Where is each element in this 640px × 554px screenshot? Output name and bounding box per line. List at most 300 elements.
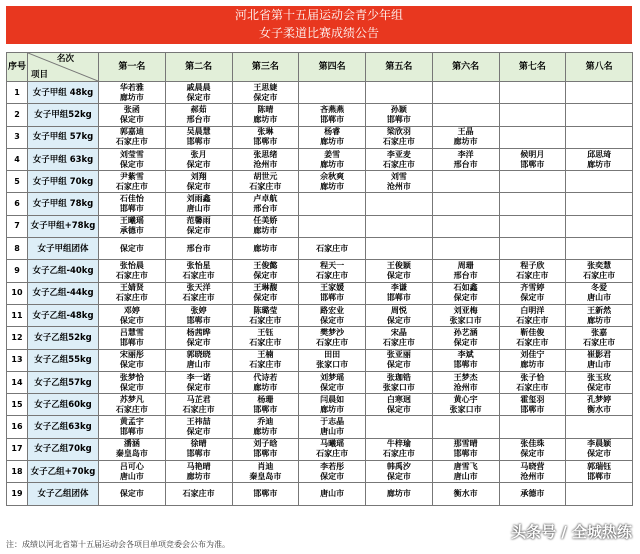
result-cell [366, 304, 433, 326]
athlete-name: 候明月 [520, 149, 545, 159]
unit-name: 保定市 [253, 92, 278, 102]
event-name: 女子乙组57kg [28, 371, 99, 393]
result-cell [299, 394, 366, 416]
result-cell [432, 349, 499, 371]
athlete-name: 韩禹汐 [386, 461, 411, 471]
result-cell [566, 416, 633, 438]
unit-name: 石家庄市 [182, 271, 215, 281]
athlete-name: 孙颖 [390, 104, 407, 114]
result-cell [366, 126, 433, 148]
athlete-name: 邱思琦 [587, 149, 612, 159]
unit-name: 邯郸市 [186, 137, 211, 147]
row-index: 17 [7, 438, 28, 460]
unit-name: 保定市 [119, 360, 144, 370]
result-cell [432, 282, 499, 304]
unit-name: 廊坊市 [119, 92, 144, 102]
unit-name: 保定市 [253, 293, 278, 303]
result-cell [566, 238, 633, 260]
result-cell [566, 260, 633, 282]
unit-name: 保定市 [320, 315, 345, 325]
result-cell [299, 416, 366, 438]
athlete-name: 肖迪 [257, 461, 274, 471]
unit-name: 邯郸市 [186, 315, 211, 325]
result-cell [432, 461, 499, 483]
unit-name: 廊坊市 [320, 137, 345, 147]
athlete-name: 陈璐莹 [253, 305, 278, 315]
unit-name: 沧州市 [386, 181, 411, 191]
athlete-name: 石家庄市 [182, 488, 215, 498]
unit-name: 石家庄市 [382, 159, 415, 169]
athlete-name: 郝茹 [190, 104, 207, 114]
item-label: 项目 [31, 70, 49, 80]
unit-name: 石家庄市 [382, 137, 415, 147]
unit-name: 邯郸市 [253, 404, 278, 414]
unit-name: 廊坊市 [253, 427, 278, 437]
athlete-name: 杨茜晔 [186, 327, 211, 337]
athlete-name: 李谦 [390, 283, 407, 293]
athlete-name: 刘翔 [190, 171, 207, 181]
unit-name: 邯郸市 [386, 114, 411, 124]
athlete-name: 张月 [190, 149, 207, 159]
athlete-name: 任美娇 [253, 216, 278, 226]
row-index: 5 [7, 171, 28, 193]
result-cell [566, 461, 633, 483]
unit-name: 邢台市 [186, 114, 211, 124]
result-cell [299, 483, 366, 505]
athlete-name: 张玉玫 [587, 372, 612, 382]
row-index: 6 [7, 193, 28, 215]
result-cell [566, 126, 633, 148]
result-cell [99, 327, 166, 349]
unit-name: 保定市 [119, 315, 144, 325]
athlete-name: 黄心宇 [453, 394, 478, 404]
unit-name: 邯郸市 [386, 293, 411, 303]
unit-name: 保定市 [520, 449, 545, 459]
athlete-name: 杨珊 [257, 394, 274, 404]
athlete-name: 马曦瑶 [320, 439, 345, 449]
result-cell [366, 461, 433, 483]
results-body [7, 82, 633, 506]
result-cell [99, 126, 166, 148]
unit-name: 张家口市 [382, 382, 415, 392]
unit-name: 保定市 [186, 181, 211, 191]
place-header: 第一名 [99, 53, 166, 82]
result-cell [499, 126, 566, 148]
result-cell [499, 349, 566, 371]
athlete-name: 靳佳俊 [520, 327, 545, 337]
unit-name: 邯郸市 [520, 159, 545, 169]
result-cell [232, 371, 299, 393]
result-cell [499, 304, 566, 326]
event-name: 女子甲组52kg [28, 104, 99, 126]
row-index: 8 [7, 238, 28, 260]
result-cell [165, 394, 232, 416]
athlete-name: 张子恰 [520, 372, 545, 382]
athlete-name: 吝燕燕 [320, 104, 345, 114]
unit-name: 廊坊市 [520, 360, 545, 370]
result-cell [99, 349, 166, 371]
result-cell [432, 371, 499, 393]
athlete-name: 崔影君 [587, 350, 612, 360]
unit-name: 邯郸市 [186, 449, 211, 459]
unit-name: 石家庄市 [249, 181, 282, 191]
unit-name: 秦皇岛市 [115, 449, 148, 459]
unit-name: 石家庄市 [516, 337, 549, 347]
athlete-name: 吕可心 [119, 461, 144, 471]
result-cell [366, 238, 433, 260]
table-row [7, 371, 633, 393]
result-cell [99, 148, 166, 170]
place-header: 第五名 [366, 53, 433, 82]
unit-name: 石家庄市 [182, 404, 215, 414]
unit-name: 石家庄市 [115, 271, 148, 281]
athlete-name: 潘涵 [123, 439, 140, 449]
row-index: 7 [7, 215, 28, 237]
result-cell [366, 171, 433, 193]
result-cell [499, 416, 566, 438]
result-cell [99, 416, 166, 438]
unit-name: 石家庄市 [249, 315, 282, 325]
result-cell [232, 148, 299, 170]
athlete-name: 孙艺涵 [453, 327, 478, 337]
unit-name: 廊坊市 [320, 404, 345, 414]
result-cell [232, 260, 299, 282]
row-index: 10 [7, 282, 28, 304]
athlete-name: 梁欣羽 [386, 127, 411, 137]
table-row [7, 82, 633, 104]
unit-name: 保定市 [453, 293, 478, 303]
unit-name: 石家庄市 [583, 271, 616, 281]
unit-name: 邯郸市 [119, 337, 144, 347]
table-row [7, 438, 633, 460]
result-cell [366, 438, 433, 460]
result-cell [499, 104, 566, 126]
event-name: 女子甲组 78kg [28, 193, 99, 215]
athlete-name: 张梦恰 [119, 372, 144, 382]
unit-name: 石家庄市 [516, 271, 549, 281]
athlete-name: 王钰 [257, 327, 274, 337]
place-header: 第三名 [232, 53, 299, 82]
athlete-name: 田田 [324, 350, 341, 360]
result-cell [566, 371, 633, 393]
result-cell [232, 126, 299, 148]
athlete-name: 卢卓航 [253, 194, 278, 204]
athlete-name: 刘梦瑶 [320, 372, 345, 382]
unit-name: 沧州市 [253, 159, 278, 169]
unit-name: 保定市 [186, 337, 211, 347]
athlete-name: 李亚麦 [386, 149, 411, 159]
athlete-name: 王楠 [257, 350, 274, 360]
unit-name: 邯郸市 [119, 204, 144, 214]
unit-name: 保定市 [386, 404, 411, 414]
event-name: 女子乙组团体 [28, 483, 99, 505]
athlete-name: 石家庄市 [316, 243, 349, 253]
result-cell [366, 104, 433, 126]
result-cell [499, 327, 566, 349]
athlete-name: 佘秋爽 [320, 171, 345, 181]
table-row [7, 215, 633, 237]
result-cell [99, 438, 166, 460]
result-cell [165, 82, 232, 104]
event-name: 女子甲组团体 [28, 238, 99, 260]
result-cell [165, 171, 232, 193]
table-row [7, 193, 633, 215]
result-cell [499, 394, 566, 416]
athlete-name: 石佳怡 [119, 194, 144, 204]
athlete-name: 王思婕 [253, 82, 278, 92]
unit-name: 石家庄市 [382, 449, 415, 459]
title-banner [6, 6, 632, 44]
unit-name: 廊坊市 [453, 137, 478, 147]
athlete-name: 杨睿 [324, 127, 341, 137]
unit-name: 石家庄市 [249, 337, 282, 347]
result-cell [299, 461, 366, 483]
event-name: 女子乙组52kg [28, 327, 99, 349]
row-index: 14 [7, 371, 28, 393]
athlete-name: 张奕慧 [587, 261, 612, 271]
athlete-name: 张思绪 [253, 149, 278, 159]
result-cell [566, 394, 633, 416]
athlete-name: 王婧贤 [119, 283, 144, 293]
unit-name: 张家口市 [449, 315, 482, 325]
athlete-name: 廊坊市 [253, 243, 278, 253]
athlete-name: 李斌 [457, 350, 474, 360]
event-name: 女子乙组+70kg [28, 461, 99, 483]
unit-name: 邯郸市 [453, 449, 478, 459]
result-cell [299, 371, 366, 393]
unit-name: 廊坊市 [320, 181, 345, 191]
result-cell [366, 282, 433, 304]
unit-name: 保定市 [587, 382, 612, 392]
athlete-name: 刘雪 [390, 171, 407, 181]
result-cell [299, 148, 366, 170]
table-row [7, 104, 633, 126]
athlete-name: 陈晴 [257, 104, 274, 114]
unit-name: 保定市 [520, 293, 545, 303]
result-cell [366, 483, 433, 505]
unit-name: 石家庄市 [516, 315, 549, 325]
unit-name: 邯郸市 [320, 114, 345, 124]
result-cell [165, 238, 232, 260]
athlete-name: 邯郸市 [253, 488, 278, 498]
unit-name: 邯郸市 [320, 293, 345, 303]
unit-name: 保定市 [386, 271, 411, 281]
table-row [7, 394, 633, 416]
athlete-name: 保定市 [119, 243, 144, 253]
row-index: 11 [7, 304, 28, 326]
row-index: 19 [7, 483, 28, 505]
title-line-1: 河北省第十五届运动会青少年组 [234, 8, 403, 22]
athlete-name: 衡水市 [453, 488, 478, 498]
result-cell [165, 148, 232, 170]
unit-name: 廊坊市 [320, 159, 345, 169]
unit-name: 唐山市 [119, 471, 144, 481]
result-cell [299, 82, 366, 104]
unit-name: 邯郸市 [253, 137, 278, 147]
result-cell [99, 282, 166, 304]
result-cell [299, 282, 366, 304]
result-cell [499, 282, 566, 304]
athlete-name: 黄孟宇 [119, 417, 144, 427]
unit-name: 保定市 [119, 159, 144, 169]
result-cell [366, 416, 433, 438]
athlete-name: 路宏业 [320, 305, 345, 315]
result-cell [566, 349, 633, 371]
result-cell [99, 104, 166, 126]
unit-name: 保定市 [386, 360, 411, 370]
result-cell [366, 371, 433, 393]
unit-name: 石家庄市 [115, 181, 148, 191]
unit-name: 沧州市 [453, 382, 478, 392]
athlete-name: 刘子晗 [253, 439, 278, 449]
athlete-name: 齐雪婷 [520, 283, 545, 293]
athlete-name: 郭嘉迪 [119, 127, 144, 137]
result-cell [566, 171, 633, 193]
result-cell [299, 104, 366, 126]
athlete-name: 程子欣 [520, 261, 545, 271]
results-table [6, 52, 633, 506]
unit-name: 邯郸市 [253, 449, 278, 459]
athlete-name: 苏梦凡 [119, 394, 144, 404]
athlete-name: 冬爱 [591, 283, 608, 293]
athlete-name: 霍玺羽 [520, 394, 545, 404]
result-cell [366, 148, 433, 170]
athlete-name: 李晨颖 [587, 439, 612, 449]
table-row [7, 148, 633, 170]
athlete-name: 李若彤 [320, 461, 345, 471]
athlete-name: 范馨雨 [186, 216, 211, 226]
athlete-name: 张珈锆 [386, 372, 411, 382]
unit-name: 石家庄市 [316, 449, 349, 459]
result-cell [99, 238, 166, 260]
athlete-name: 王梦杰 [453, 372, 478, 382]
table-row [7, 304, 633, 326]
result-cell [299, 327, 366, 349]
unit-name: 邯郸市 [520, 404, 545, 414]
athlete-name: 王晶 [457, 127, 474, 137]
result-cell [499, 82, 566, 104]
header-row [7, 53, 633, 82]
result-cell [232, 438, 299, 460]
result-cell [232, 193, 299, 215]
result-cell [99, 371, 166, 393]
table-row [7, 282, 633, 304]
athlete-name: 唐山市 [320, 488, 345, 498]
athlete-name: 刘莹雪 [119, 149, 144, 159]
unit-name: 唐山市 [453, 471, 478, 481]
row-index: 9 [7, 260, 28, 282]
unit-name: 唐山市 [320, 427, 345, 437]
result-cell [432, 438, 499, 460]
athlete-name: 郭晓晓 [186, 350, 211, 360]
result-cell [232, 327, 299, 349]
result-cell [432, 483, 499, 505]
unit-name: 保定市 [587, 449, 612, 459]
athlete-name: 郭瑞钰 [587, 461, 612, 471]
row-index: 15 [7, 394, 28, 416]
athlete-name: 刘亚梅 [453, 305, 478, 315]
result-cell [366, 82, 433, 104]
athlete-name: 马晓营 [520, 461, 545, 471]
athlete-name: 张婷 [190, 305, 207, 315]
unit-name: 石家庄市 [115, 404, 148, 414]
result-cell [499, 371, 566, 393]
result-cell [299, 126, 366, 148]
result-cell [165, 260, 232, 282]
athlete-name: 牛梓瑜 [386, 439, 411, 449]
unit-name: 廊坊市 [587, 159, 612, 169]
event-name: 女子乙组-44kg [28, 282, 99, 304]
unit-name: 保定市 [453, 337, 478, 347]
unit-name: 石家庄市 [316, 337, 349, 347]
result-cell [366, 394, 433, 416]
unit-name: 石家庄市 [516, 382, 549, 392]
unit-name: 邯郸市 [119, 427, 144, 437]
unit-name: 石家庄市 [249, 360, 282, 370]
unit-name: 保定市 [186, 226, 211, 236]
result-cell [432, 126, 499, 148]
unit-name: 石家庄市 [382, 337, 415, 347]
result-cell [165, 215, 232, 237]
athlete-name: 王俊懿 [253, 261, 278, 271]
athlete-name: 程天一 [320, 261, 345, 271]
result-cell [232, 461, 299, 483]
result-cell [99, 260, 166, 282]
title-line-2: 女子柔道比赛成绩公告 [258, 26, 379, 40]
row-index: 12 [7, 327, 28, 349]
athlete-name: 马艳晴 [186, 461, 211, 471]
row-index: 13 [7, 349, 28, 371]
athlete-name: 张琳 [257, 127, 274, 137]
rank-label: 名次 [56, 54, 74, 64]
result-cell [366, 349, 433, 371]
result-cell [499, 238, 566, 260]
unit-name: 保定市 [386, 471, 411, 481]
unit-name: 保定市 [320, 382, 345, 392]
table-row [7, 349, 633, 371]
athlete-name: 胡世元 [253, 171, 278, 181]
unit-name: 廊坊市 [587, 315, 612, 325]
result-cell [165, 483, 232, 505]
unit-name: 邯郸市 [587, 471, 612, 481]
unit-name: 秦皇岛市 [249, 471, 282, 481]
event-name: 女子乙组55kg [28, 349, 99, 371]
result-cell [566, 82, 633, 104]
athlete-name: 樊梦沙 [320, 327, 345, 337]
result-cell [165, 438, 232, 460]
athlete-name: 宋丽彤 [119, 350, 144, 360]
athlete-name: 张亚丽 [386, 350, 411, 360]
result-cell [566, 304, 633, 326]
event-name: 女子乙组70kg [28, 438, 99, 460]
event-header [28, 53, 99, 82]
event-name: 女子乙组-40kg [28, 260, 99, 282]
result-cell [165, 416, 232, 438]
place-header: 第七名 [499, 53, 566, 82]
result-cell [432, 104, 499, 126]
athlete-name: 吕慧雪 [119, 327, 144, 337]
result-cell [99, 461, 166, 483]
result-cell [99, 171, 166, 193]
result-cell [432, 304, 499, 326]
athlete-name: 王俊颖 [386, 261, 411, 271]
result-cell [99, 193, 166, 215]
unit-name: 保定市 [186, 159, 211, 169]
athlete-name: 白明洋 [520, 305, 545, 315]
result-cell [366, 193, 433, 215]
result-cell [432, 82, 499, 104]
result-cell [366, 260, 433, 282]
